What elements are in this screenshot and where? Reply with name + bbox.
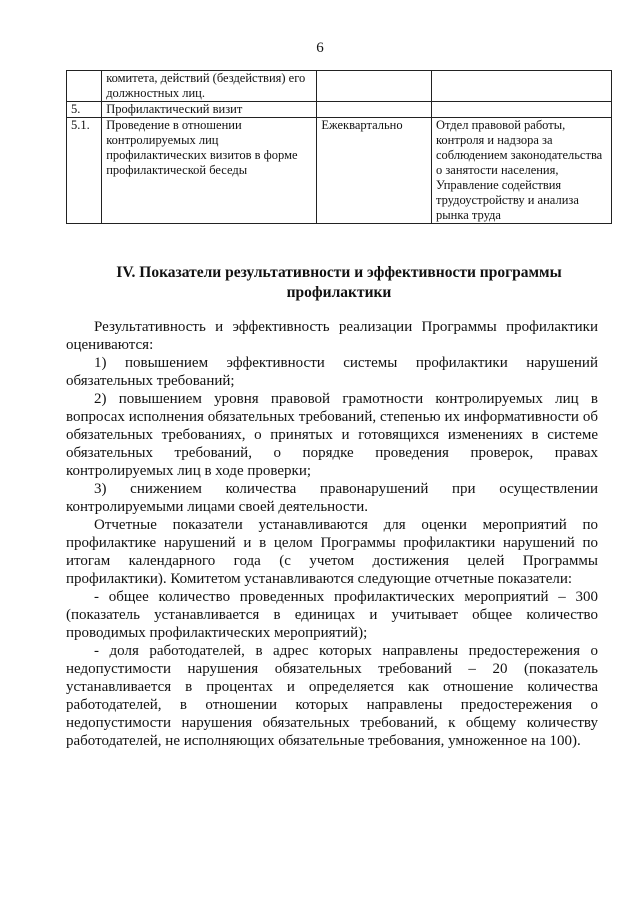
row-responsible [431, 102, 611, 118]
paragraph-indicators: Отчетные показатели устанавливаются для оценки мероприятий по профилактике нарушений и в целом Программы профилактики нарушений по итогам календарного года (с учетом достижения целей Программы профилактики). Комитетом устанавливаются следующие отчетные показатели: [66, 517, 598, 587]
row-action: комитета, действий (бездействия) его должностных лиц. [102, 71, 317, 102]
page-number: 6 [316, 40, 324, 56]
section-body [66, 318, 598, 750]
paragraph-item-2: 2) повышением уровня правовой грамотности контролируемых лиц в вопросах исполнения обязательных требований, степенью их информативности об обязательных требованиях, о принятых и готовящихся изменениях в системе обязательных требований, о порядке проведения проверок, правах контролируемых лиц в ходе проверки; [66, 391, 598, 479]
row-number: 5. [67, 102, 102, 118]
row-period [317, 102, 432, 118]
row-period [317, 71, 432, 102]
measures-table [66, 70, 612, 224]
paragraph-item-3: 3) снижением количества правонарушений при осуществлении контролируемыми лицами своей деятельности. [66, 481, 598, 515]
paragraph-intro: Результативность и эффективность реализации Программы профилактики оцениваются: [66, 319, 598, 353]
table-row [67, 102, 612, 118]
row-period: Ежеквартально [317, 118, 432, 224]
row-number: 5.1. [67, 118, 102, 224]
paragraph-indicator-1: - общее количество проведенных профилактических мероприятий – 300 (показатель устанавливается в единицах и учитывает общее количество проводимых профилактических мероприятий); [66, 589, 598, 641]
paragraph-indicator-2: - доля работодателей, в адрес которых направлены предостережения о недопустимости нарушения обязательных требований – 20 (показатель устанавливается в процентах и определяется как отношение количества работодателей, в отношении которых направлены предостережения о недопустимости нарушения обязательных требований, к общему количеству работодателей, не исполняющих обязательные требования, умноженное на 100). [66, 643, 598, 749]
section-title: IV. Показатели результативности и эффективности программы профилактики [116, 264, 562, 301]
row-action: Профилактический визит [102, 102, 317, 118]
row-action: Проведение в отношении контролируемых лиц профилактических визитов в форме профилактической беседы [102, 118, 317, 224]
row-responsible: Отдел правовой работы, контроля и надзора за соблюдением законодательства о занятости населения, Управление содействия трудоустройству и анализа рынка труда [431, 118, 611, 224]
row-responsible [431, 71, 611, 102]
row-number [67, 71, 102, 102]
paragraph-item-1: 1) повышением эффективности системы профилактики нарушений обязательных требований; [66, 355, 598, 389]
table-row [67, 71, 612, 102]
table-row [67, 118, 612, 224]
